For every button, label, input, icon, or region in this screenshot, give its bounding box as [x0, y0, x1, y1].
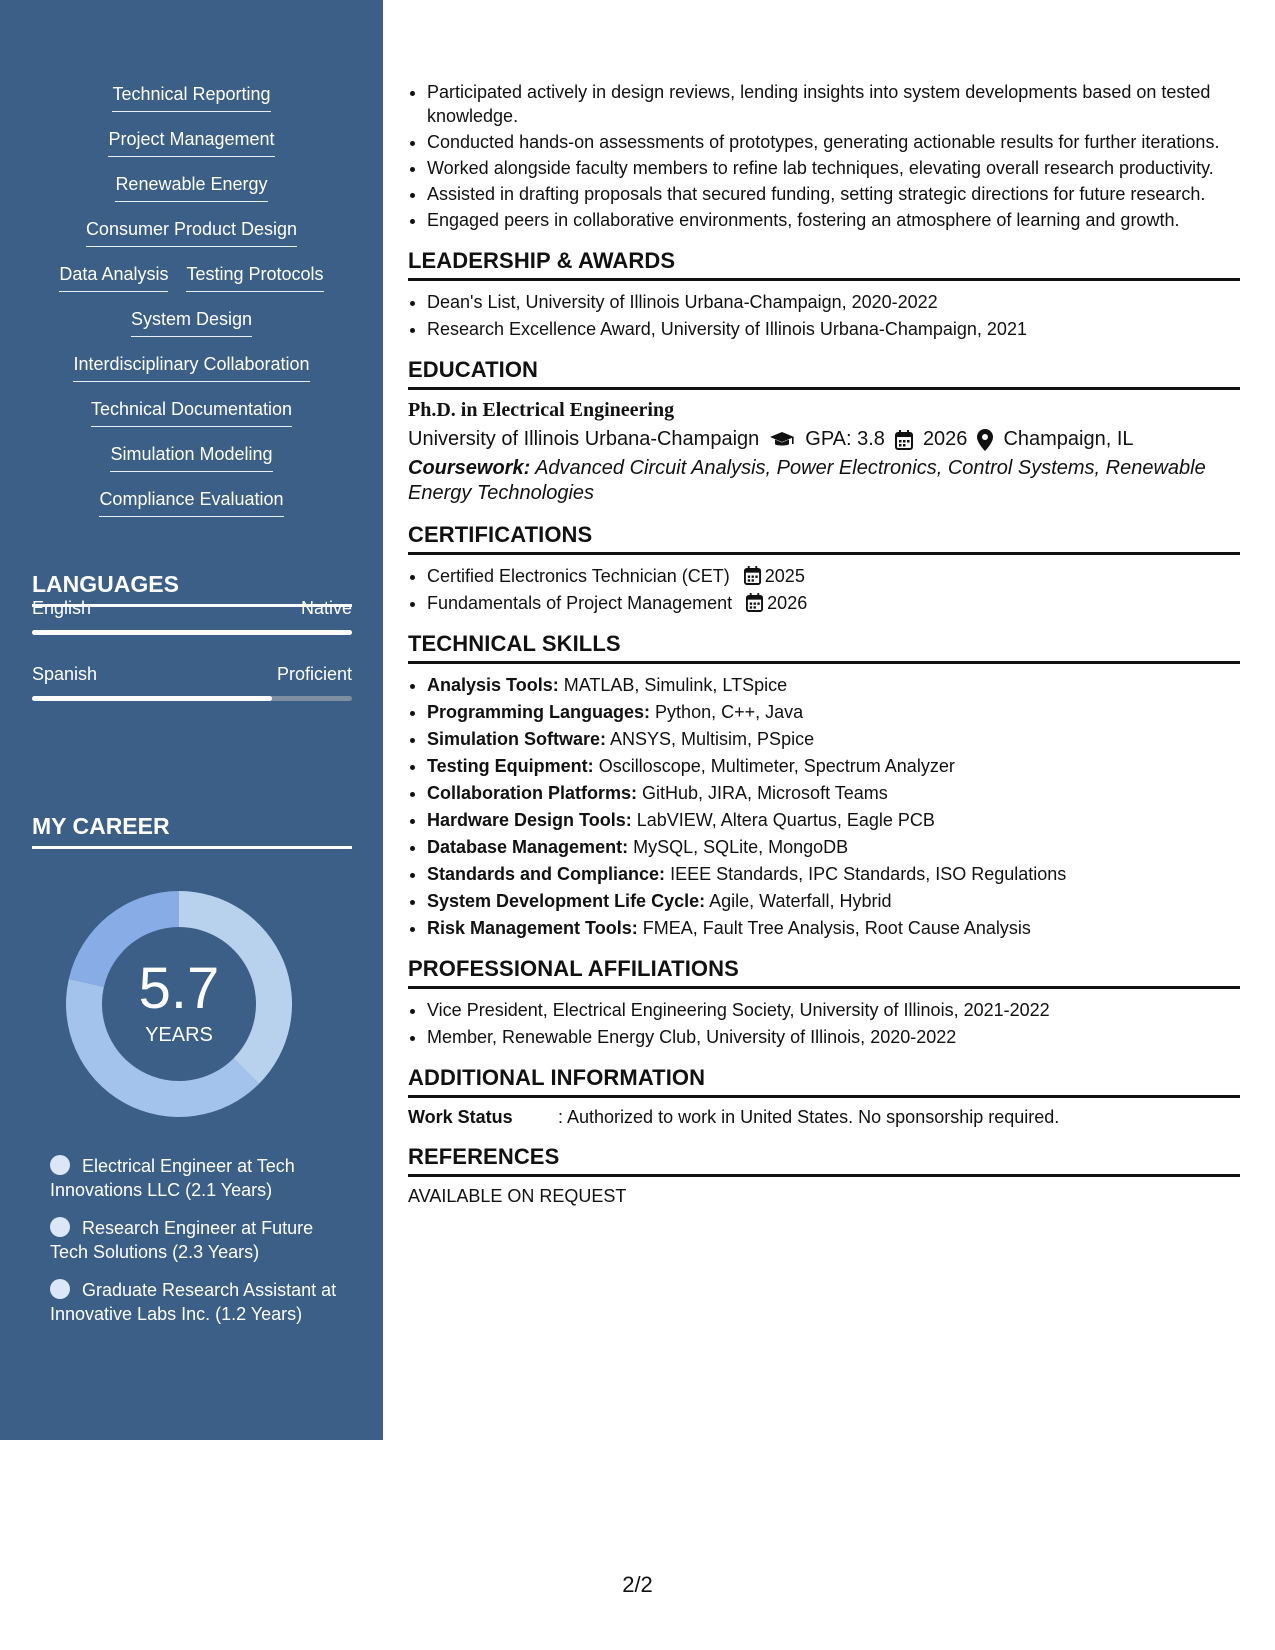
- coursework-text: Advanced Circuit Analysis, Power Electronics, Control Systems, Renewable Energy Technologies: [408, 457, 1206, 504]
- technical-skill-value: ANSYS, Multisim, PSpice: [610, 729, 815, 749]
- technical-skill-value: Oscilloscope, Multimeter, Spectrum Analyzer: [598, 756, 955, 776]
- skill-row: [0, 397, 383, 442]
- technical-skills-list: [408, 673, 1240, 940]
- technical-skill-label: Testing Equipment:: [427, 756, 594, 776]
- technical-skill-item: [427, 889, 1240, 913]
- skill-tag: Technical Documentation: [91, 397, 292, 427]
- skill-tag: Consumer Product Design: [86, 217, 297, 247]
- skill-tag: Simulation Modeling: [110, 442, 272, 472]
- technical-skill-value: Python, C++, Java: [655, 702, 804, 722]
- skill-row: [0, 217, 383, 262]
- technical-skill-label: Collaboration Platforms:: [427, 783, 638, 803]
- technical-skill-value: Agile, Waterfall, Hybrid: [709, 891, 892, 911]
- affiliations-title: PROFESSIONAL AFFILIATIONS: [408, 956, 1240, 989]
- references-section: [408, 1144, 1240, 1207]
- language-level: Native: [300, 598, 352, 618]
- leadership-section: [408, 248, 1240, 341]
- technical-skill-item: [427, 754, 1240, 778]
- certification-year: 2025: [764, 566, 805, 586]
- graduation-year: 2026: [922, 428, 968, 450]
- technical-skill-item: [427, 700, 1240, 724]
- technical-skill-label: Hardware Design Tools:: [427, 810, 632, 830]
- certifications-title: CERTIFICATIONS: [408, 522, 1240, 555]
- award-item: • Dean's List, University of Illinois Urbana-Champaign, 2020-2022: [427, 290, 1240, 314]
- affiliation-item: • Vice President, Electrical Engineering Society, University of Illinois, 2021-2022: [427, 998, 1240, 1022]
- career-legend-dot: [50, 1155, 70, 1175]
- language-proficiency-fill: [32, 630, 352, 635]
- experience-bullets: [408, 80, 1240, 232]
- affiliation-item: • Member, Renewable Energy Club, University of Illinois, 2020-2022: [427, 1025, 1240, 1049]
- technical-skill-label: Programming Languages:: [427, 702, 651, 722]
- affiliations-list: [408, 998, 1240, 1049]
- language-proficiency-fill: [32, 696, 272, 701]
- technical-skill-value: MATLAB, Simulink, LTSpice: [563, 675, 788, 695]
- work-status-label: Work Status: [408, 1107, 513, 1127]
- affiliations-section: [408, 956, 1240, 1049]
- skill-tag: Project Management: [108, 127, 274, 157]
- experience-bullet: • Conducted hands-on assessments of prototypes, generating actionable results for further iterations.: [427, 130, 1240, 154]
- calendar-icon: [732, 593, 767, 613]
- skill-tag: Technical Reporting: [112, 82, 270, 112]
- technical-skills-section: [408, 631, 1240, 940]
- technical-skill-item: [427, 916, 1240, 940]
- technical-skill-value: FMEA, Fault Tree Analysis, Root Cause Analysis: [642, 918, 1031, 938]
- career-item: [50, 1278, 340, 1326]
- technical-skill-value: GitHub, JIRA, Microsoft Teams: [642, 783, 888, 803]
- technical-skill-label: Risk Management Tools:: [427, 918, 638, 938]
- sidebar: [0, 0, 383, 1440]
- references-text: AVAILABLE ON REQUEST: [408, 1186, 627, 1206]
- technical-skill-item: [427, 808, 1240, 832]
- technical-skill-label: Database Management:: [427, 837, 629, 857]
- experience-bullet: • Engaged peers in collaborative environments, fostering an atmosphere of learning and growth.: [427, 208, 1240, 232]
- career-item: [50, 1216, 340, 1264]
- calendar-icon: [895, 430, 913, 450]
- education-section: [408, 357, 1240, 506]
- additional-info-section: [408, 1065, 1240, 1128]
- language-name: Spanish: [32, 664, 98, 684]
- career-heading: MY CAREER: [32, 813, 352, 849]
- career-item-text: Electrical Engineer at Tech Innovations LLC (2.1 Years): [50, 1156, 295, 1200]
- references-title: REFERENCES: [408, 1144, 1240, 1177]
- skill-tag: System Design: [131, 307, 252, 337]
- languages-heading: LANGUAGES: [32, 571, 352, 607]
- work-status-row: [408, 1107, 1240, 1128]
- skill-row: [0, 82, 383, 127]
- technical-skills-title: TECHNICAL SKILLS: [408, 631, 1240, 664]
- technical-skill-item: [427, 673, 1240, 697]
- skill-row: [0, 172, 383, 217]
- leadership-list: [408, 290, 1240, 341]
- skill-tag: Compliance Evaluation: [99, 487, 283, 517]
- skill-row: [0, 487, 383, 532]
- certification-item: [427, 564, 1240, 588]
- coursework: [408, 456, 1240, 506]
- additional-info-title: ADDITIONAL INFORMATION: [408, 1065, 1240, 1098]
- career-item-text: Graduate Research Assistant at Innovative Labs Inc. (1.2 Years): [50, 1280, 337, 1324]
- skill-tag: Renewable Energy: [115, 172, 267, 202]
- technical-skill-item: [427, 727, 1240, 751]
- skill-row: [0, 442, 383, 487]
- calendar-icon: [730, 566, 765, 586]
- experience-bullet: • Worked alongside faculty members to refine lab techniques, elevating overall research productivity.: [427, 156, 1240, 180]
- technical-skill-item: [427, 781, 1240, 805]
- school: University of Illinois Urbana-Champaign: [408, 428, 760, 450]
- experience-bullet: • Assisted in drafting proposals that secured funding, setting strategic directions for future research.: [427, 182, 1240, 206]
- language-proficiency-bar: [32, 630, 352, 635]
- language-row: [32, 598, 352, 619]
- technical-skill-item: [427, 862, 1240, 886]
- language-row: [32, 664, 352, 685]
- certifications-list: [408, 564, 1240, 615]
- education-title: EDUCATION: [408, 357, 1240, 390]
- certification-name: Fundamentals of Project Management: [427, 593, 733, 613]
- certification-item: [427, 591, 1240, 615]
- skill-row: [0, 127, 383, 172]
- certification-name: Certified Electronics Technician (CET): [427, 566, 730, 586]
- technical-skill-label: Simulation Software:: [427, 729, 607, 749]
- certifications-section: [408, 522, 1240, 615]
- graduation-cap-icon: [769, 431, 795, 449]
- location-pin-icon: [977, 429, 993, 451]
- experience-bullet: • Participated actively in design reviews, lending insights into system developments based on tested knowledge.: [427, 80, 1240, 128]
- skills-list: [0, 82, 383, 532]
- career-legend-dot: [50, 1279, 70, 1299]
- skill-tag: Testing Protocols: [186, 262, 323, 292]
- career-total-years: 5.7: [138, 956, 220, 1021]
- main-content: [408, 80, 1240, 1207]
- career-item: [50, 1154, 340, 1202]
- career-legend-dot: [50, 1217, 70, 1237]
- technical-skill-item: [427, 835, 1240, 859]
- technical-skill-label: Standards and Compliance:: [427, 864, 666, 884]
- coursework-label: Coursework:: [408, 457, 531, 479]
- leadership-title: LEADERSHIP & AWARDS: [408, 248, 1240, 281]
- gpa: GPA: 3.8: [805, 428, 885, 450]
- page-number: 2/2: [622, 1572, 653, 1597]
- technical-skill-label: Analysis Tools:: [427, 675, 559, 695]
- technical-skill-value: MySQL, SQLite, MongoDB: [633, 837, 849, 857]
- certification-year: 2026: [767, 593, 808, 613]
- technical-skill-value: LabVIEW, Altera Quartus, Eagle PCB: [636, 810, 935, 830]
- work-status-value: : Authorized to work in United States. No sponsorship required.: [558, 1107, 1060, 1127]
- skill-row: [0, 352, 383, 397]
- language-proficiency-bar: [32, 696, 352, 701]
- skill-row: [0, 262, 383, 307]
- education-details: [408, 428, 1240, 451]
- career-item-text: Research Engineer at Future Tech Solutions (2.3 Years): [50, 1218, 314, 1262]
- technical-skill-label: System Development Life Cycle:: [427, 891, 706, 911]
- award-item: • Research Excellence Award, University of Illinois Urbana-Champaign, 2021: [427, 317, 1240, 341]
- technical-skill-value: IEEE Standards, IPC Standards, ISO Regulations: [670, 864, 1067, 884]
- skill-tag: Interdisciplinary Collaboration: [73, 352, 309, 382]
- skill-row: [0, 307, 383, 352]
- language-level: Proficient: [276, 664, 352, 684]
- skill-tag: Data Analysis: [59, 262, 168, 292]
- language-name: English: [32, 598, 92, 618]
- degree: Ph.D. in Electrical Engineering: [408, 399, 675, 421]
- career-total-unit: YEARS: [145, 1024, 213, 1046]
- location: Champaign, IL: [1003, 428, 1134, 450]
